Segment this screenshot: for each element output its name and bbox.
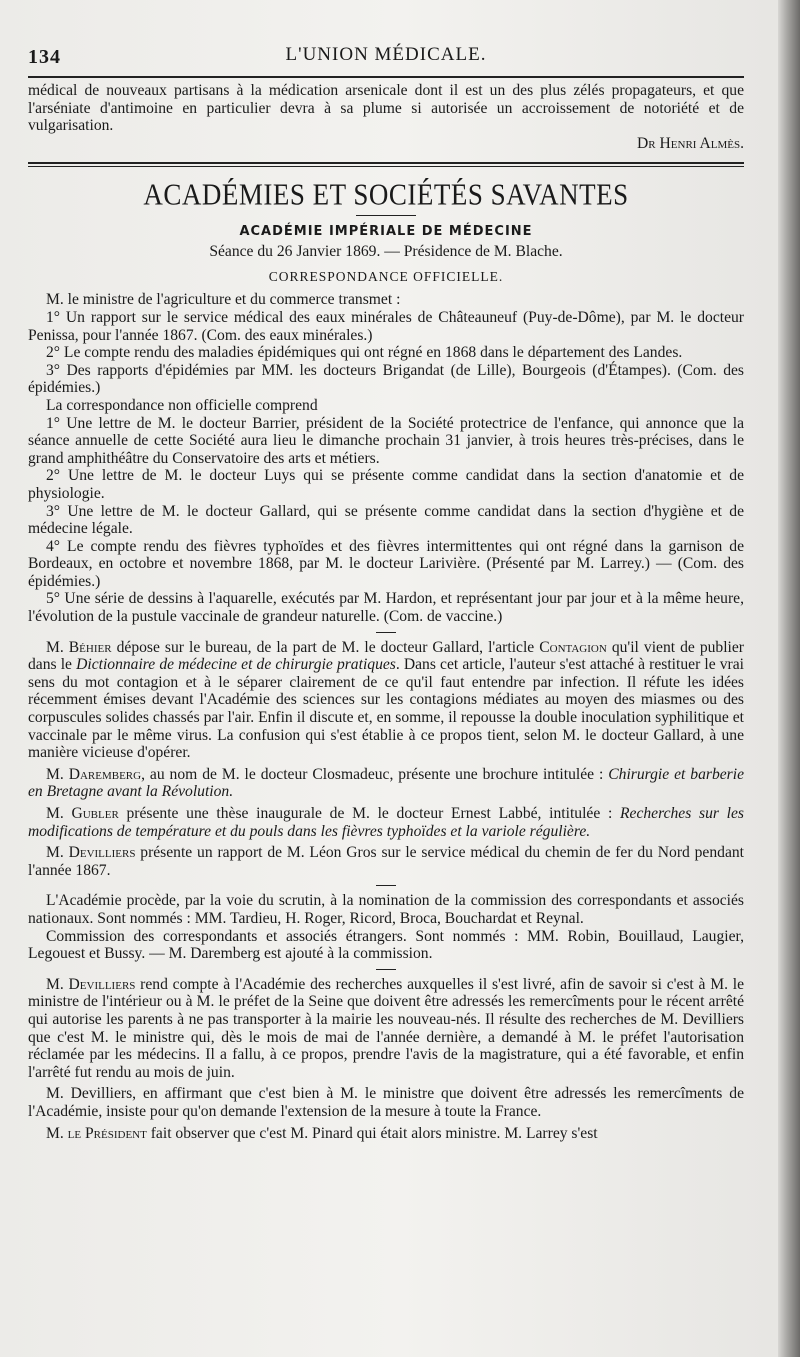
separator [376,632,396,633]
seance-line: Séance du 26 Janvier 1869. — Présidence de M. Blache. [209,243,563,261]
signature [28,135,744,153]
brochure-title: Chirurgie et barberie en Bretagne avant la Révolution. [28,765,744,801]
section-title: ACADÉMIES ET SOCIÉTÉS SAVANTES [143,177,629,212]
header-rule [28,76,744,78]
speaker-name: M. Daremberg [46,765,142,783]
speaker-name: M. Gubler [46,805,119,822]
dictionary-title: Dictionnaire de médecine et de chirurgie pratiques [76,656,396,674]
title-rule [356,215,416,216]
paragraph: 2° Le compte rendu des maladies épidémiques qui ont régné en 1868 dans le département des Landes. [46,344,683,362]
paragraph: 1° Un rapport sur le service médical des eaux minérales de Châteauneuf (Puy-de-Dôme), par M. le docteur Penissa, pour l'année 1867. (Com. des eaux minérales.) [28,308,744,344]
signature-text: Dr Henri Almès. [637,134,744,152]
paragraph: L'Académie procède, par la voie du scrutin, à la nomination de la commission des correspondants et associés nationaux. Sont nommés : MM. Tardieu, H. Roger, Ricord, Broca, Bouchardat et Reynal. [28,892,744,927]
paragraph-daremberg [28,766,744,801]
paragraph: 5° Une série de dessins à l'aquarelle, exécutés par M. Hardon, et représentant jour par jour et à la même heure, l'évolution de la pustule vaccinale de grandeur naturelle. (Com. de vaccine.) [28,590,744,626]
text-run: dépose sur le bureau, de la part de M. le docteur Gallard, l'article [111,638,540,656]
paragraph: 1° Une lettre de M. le docteur Barrier, président de la Société protectrice de l'enfance, qui annonce que la séance annuelle de cette Société aura lieu le dimanche prochain 31 janvier, à trois heures très-précises, dans le grand amphithéâtre du Conservatoire des arts et métiers. [28,414,744,467]
paragraph-behier [28,639,744,762]
separator [376,885,396,886]
journal-title: L'UNION MÉDICALE. [285,44,487,65]
speaker-name: M. le Président [46,1124,147,1142]
speaker-name: M. Devilliers [46,975,136,993]
section-divider [28,162,744,167]
paragraph: 4° Le compte rendu des fièvres typhoïdes et des fièvres intermittentes qui ont régné dans la garnison de Bordeaux, en octobre et novembre 1868, par M. le docteur Larivière. (Présenté par M. Larrey.) — (Com. des épidémies.) [28,537,744,590]
page-number: 134 [28,46,61,68]
paragraph: 3° Une lettre de M. le docteur Gallard, qui se présente comme candidat dans la section d'hygiène et de médecine légale. [28,502,744,538]
paragraph: M. Devilliers, en affirmant que c'est bien à M. le ministre que doivent être adressés les remercîments de l'Académie, insiste pour qu'on demande l'extension de la mesure à toute la France. [28,1085,744,1120]
text-run: , au nom de M. le docteur Closmadeuc, présente une brochure intitulée : [141,765,609,783]
paragraph: M. le ministre de l'agriculture et du commerce transmet : [46,291,401,309]
academy-title: ACADÉMIE IMPÉRIALE DE MÉDECINE [239,224,533,240]
text-run: présente un rapport de M. Léon Gros sur le service médical du chemin de fer du Nord pendant l'année 1867. [28,844,744,879]
paragraph-devilliers-report [28,976,744,1082]
paragraph: La correspondance non officielle comprend [46,396,318,414]
speaker-name: M. Devilliers [46,844,136,862]
text-run: . Dans cet article, l'auteur s'est attaché à restituer le vrai sens du mot contagion et à le séparer clairement de ce qu'il faut entendre par infection. Il réfute les idées récemment émises devant l'Académie des sciences sur les contagions médiates au moyen des miasmes ou des corpuscules solides chassés par l'air. Enfin il discute et, en somme, il repousse la double inoculation syphilitique et vaccinale par le même virus. La confusion qui s'est établie à ce propos tient, selon M. le docteur Gallard, à une manière vicieuse d'opérer. [28,656,744,762]
paragraph: Commission des correspondants et associés étrangers. Sont nommés : MM. Robin, Bouillaud, Laugier, Legouest et Bussy. — M. Daremberg est ajouté à la commission. [28,927,744,963]
paragraph: 3° Des rapports d'épidémies par MM. les docteurs Brigandat (de Lille), Bourgeois (d'Étampes). (Com. des épidémies.) [28,361,744,397]
intro-paragraph: médical de nouveaux partisans à la médication arsenicale dont il est un des plus zélés propagateurs, et que l'arséniate d'antimoine en particulier devra à sa plume si autorisée un accroissement de notoriété et de vulgarisation. [28,82,744,135]
running-header [28,40,744,68]
text-run: qu'il vient de publier dans le [28,638,745,674]
paragraph-devilliers [28,844,744,879]
text-run: présente une thèse inaugurale de M. le docteur Ernest Labbé, intitulée : [118,805,621,822]
paragraph-gubler [28,805,744,840]
thesis-title: Recherches sur les modifications de température et du pouls dans les fièvres typhoïdes et la variole régulière. [28,805,744,840]
speaker-name: M. Béhier [46,638,112,656]
correspondence-title: CORRESPONDANCE OFFICIELLE. [268,269,504,285]
book-spine-shadow [778,0,800,1357]
paragraph: 2° Une lettre de M. le docteur Luys qui se présente comme candidat dans la section d'anatomie et de physiologie. [28,467,744,502]
separator [376,969,396,970]
text-run: fait observer que c'est M. Pinard qui était alors ministre. M. Larrey s'est [146,1124,598,1142]
article-title: Contagion [539,638,607,656]
page-content [28,40,744,1142]
paragraph-president [28,1125,744,1143]
text-run: rend compte à l'Académie des recherches auxquelles il s'est livré, afin de savoir si c'est à M. le ministre de l'intérieur ou à M. le préfet de la Seine que doivent être adressés les remercîments pour le récent arrêté qui autorise les parents à ne pas transporter à la mairie les nouveau-nés. Il résulte des recherches de M. Devilliers que c'est M. le ministre qui, dès le mois de mai de l'année dernière, a demandé à M. le préfet l'autorisation réclamée par les médecins. Il a fallu, à ce propos, prendre l'avis de la magistrature, qui a été favorable, et enfin l'arrêté fut rendu au mois de juin. [28,975,744,1081]
